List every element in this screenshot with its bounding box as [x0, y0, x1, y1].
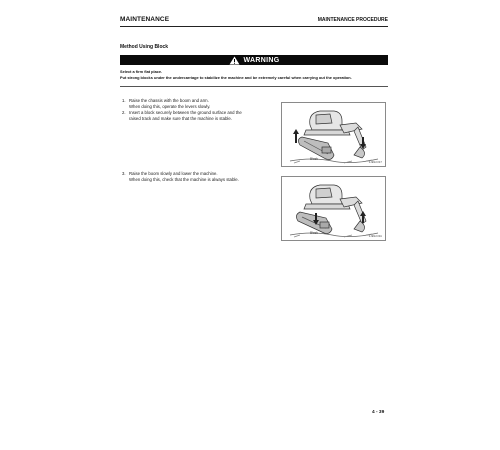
figure-lower-machine [281, 176, 386, 241]
warning-triangle-icon [229, 56, 240, 65]
method-title: Method Using Block [120, 44, 169, 50]
step-number: 1. [122, 98, 126, 103]
warning-line: Put strong blocks under the undercarriage to stabilize the machine and be extremely careful when carrying out the operation. [120, 75, 352, 80]
page-number: 4 - 39 [372, 410, 385, 415]
figure-raise-chassis [281, 102, 386, 167]
step-line: When doing this, check that the machine is always stable. [129, 177, 239, 183]
warning-label: WARNING [243, 56, 280, 64]
step-line: Raise the chassis with the boom and arm. [129, 98, 209, 103]
figure-callout: Block [310, 231, 318, 235]
step-line: Raise the boom slowly and lower the machine. [129, 171, 218, 176]
warning-divider [120, 86, 388, 87]
section-header: MAINTENANCE [120, 16, 170, 23]
step-line: Insert a block securely between the ground surface and the [129, 110, 242, 115]
figure-code: 3JB02337 [368, 161, 382, 164]
step-line: When doing this, operate the levers slowly. [129, 104, 211, 110]
subsection-header: MAINTENANCE PROCEDURE [317, 17, 388, 23]
header-divider [120, 26, 388, 27]
figure-code: 3JB02338 [368, 235, 382, 238]
excavator-illustration [282, 103, 385, 166]
step-number: 2. [122, 110, 126, 115]
step-line: raised track and make sure that the machine is stable. [129, 116, 232, 122]
warning-line: Select a firm flat place. [120, 69, 163, 74]
warning-banner [120, 55, 388, 65]
step-number: 3. [122, 171, 126, 176]
figure-callout: Block [310, 157, 318, 161]
warning-text [120, 69, 390, 81]
excavator-illustration [282, 177, 385, 240]
